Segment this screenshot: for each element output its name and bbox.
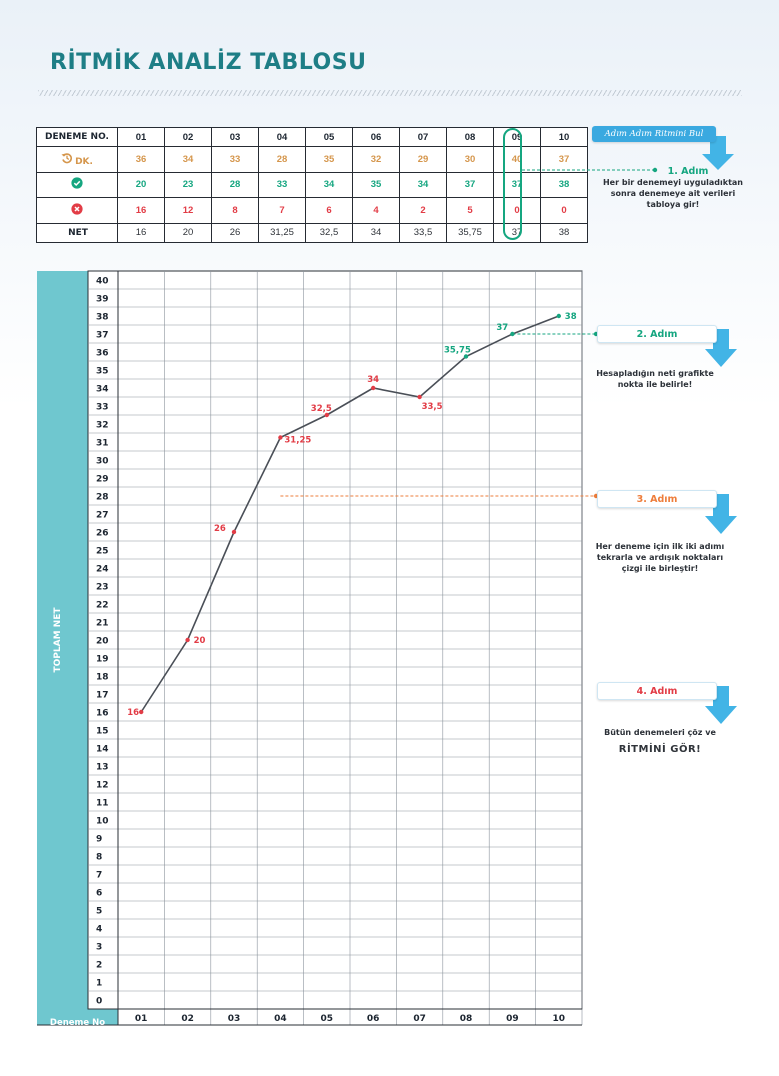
step1-text-1: Her bir denemeyi uyguladıktan <box>602 178 743 187</box>
data-point <box>185 638 189 642</box>
column-header-cell: 08 <box>447 128 494 147</box>
step4-block <box>596 727 724 755</box>
y-tick-label: 10 <box>96 816 109 827</box>
cell-dk: 28 <box>259 147 306 173</box>
x-tick-label: 01 <box>134 1014 148 1024</box>
x-tick-label: 05 <box>320 1014 334 1024</box>
step4-text-1: Bütün denemeleri çöz ve <box>604 728 716 737</box>
cell-dogru: 33 <box>259 172 306 198</box>
column-header-cell: 09 <box>494 128 541 147</box>
step3-block <box>590 541 730 574</box>
cell-yanlis: 8 <box>212 198 259 224</box>
cell-net: 37 <box>494 223 541 242</box>
cell-dk: 29 <box>400 147 447 173</box>
column-header-cell: 10 <box>541 128 588 147</box>
step4-emphasis: RİTMİNİ GÖR! <box>618 744 702 755</box>
x-tick-label: 10 <box>552 1014 566 1024</box>
y-axis-title: TOPLAM NET <box>53 607 63 673</box>
column-header-cell: 06 <box>353 128 400 147</box>
column-header-cell: 04 <box>259 128 306 147</box>
data-label: 31,25 <box>284 435 312 446</box>
cell-yanlis: 0 <box>494 198 541 224</box>
step1-title: 1. Adım <box>667 166 709 177</box>
x-tick-label: 07 <box>413 1014 426 1024</box>
x-axis-title: Deneme No <box>49 1017 106 1028</box>
cell-dogru: 37 <box>494 172 541 198</box>
y-tick-label: 18 <box>96 672 109 683</box>
step3-title: 3. Adım <box>597 490 717 508</box>
data-label: 35,75 <box>444 345 471 356</box>
cell-net: 26 <box>212 223 259 242</box>
step3-text-1: Her deneme için ilk iki adımı <box>595 542 725 551</box>
step2-banner <box>597 325 743 373</box>
x-tick-label: 02 <box>181 1014 194 1024</box>
y-tick-label: 3 <box>96 942 103 953</box>
column-header-cell: 03 <box>212 128 259 147</box>
y-tick-label: 9 <box>96 834 103 845</box>
cell-yanlis: 7 <box>259 198 306 224</box>
data-point <box>139 710 143 714</box>
data-label: 16 <box>127 708 140 718</box>
y-tick-label: 37 <box>96 330 109 341</box>
cell-net: 20 <box>165 223 212 242</box>
y-tick-label: 39 <box>96 294 109 305</box>
y-tick-label: 15 <box>96 726 109 737</box>
y-tick-label: 16 <box>96 708 109 719</box>
y-tick-label: 14 <box>96 744 109 755</box>
step3-text-3: çizgi ile birleştir! <box>621 564 699 573</box>
x-tick-label: 03 <box>227 1014 241 1024</box>
y-tick-label: 35 <box>96 366 109 377</box>
y-tick-label: 28 <box>96 492 109 503</box>
cell-dk: 37 <box>541 147 588 173</box>
y-tick-label: 36 <box>96 348 109 359</box>
y-tick-label: 8 <box>96 852 103 863</box>
y-tick-label: 1 <box>96 978 103 989</box>
data-point <box>417 395 421 399</box>
y-tick-label: 4 <box>96 924 103 935</box>
y-tick-label: 32 <box>96 420 109 431</box>
cell-yanlis: 4 <box>353 198 400 224</box>
cell-dk: 32 <box>353 147 400 173</box>
y-tick-label: 33 <box>96 402 109 413</box>
cell-dogru: 20 <box>118 172 165 198</box>
y-tick-label: 5 <box>96 906 103 917</box>
step1-text-3: tabloya gir! <box>646 200 700 209</box>
column-header-cell: 05 <box>306 128 353 147</box>
column-header-cell: 01 <box>118 128 165 147</box>
cell-dk: 30 <box>447 147 494 173</box>
cell-dk: 40 <box>494 147 541 173</box>
header-label-cell: DENEME NO. <box>37 128 118 147</box>
cell-yanlis: 6 <box>306 198 353 224</box>
column-header-cell: 02 <box>165 128 212 147</box>
data-point <box>232 530 236 534</box>
y-tick-label: 38 <box>96 312 109 323</box>
cell-yanlis: 2 <box>400 198 447 224</box>
steps-header-label: Adım Adım Ritmini Bul <box>592 126 716 142</box>
row-header-label: DK. <box>75 156 93 167</box>
cell-dogru: 34 <box>306 172 353 198</box>
y-tick-label: 22 <box>96 600 109 611</box>
cell-yanlis: 0 <box>541 198 588 224</box>
cell-net: 35,75 <box>447 223 494 242</box>
y-tick-label: 30 <box>96 456 109 467</box>
cell-net: 34 <box>353 223 400 242</box>
cell-dogru: 28 <box>212 172 259 198</box>
x-tick-label: 09 <box>506 1014 519 1024</box>
step3-banner <box>597 490 743 540</box>
page-title: RİTMİK ANALİZ TABLOSU <box>50 50 367 75</box>
cell-dk: 33 <box>212 147 259 173</box>
cell-dogru: 23 <box>165 172 212 198</box>
data-label: 26 <box>214 524 226 534</box>
y-tick-label: 26 <box>96 528 109 539</box>
data-point <box>278 435 282 439</box>
cell-net: 31,25 <box>259 223 306 242</box>
step1-text-2: sonra denemeye ait verileri <box>610 189 736 198</box>
cell-yanlis: 16 <box>118 198 165 224</box>
cell-dk: 35 <box>306 147 353 173</box>
cell-yanlis: 5 <box>447 198 494 224</box>
y-tick-label: 12 <box>96 780 109 791</box>
y-tick-label: 23 <box>96 582 109 593</box>
row-header-label: NET <box>68 227 88 238</box>
data-label: 34 <box>367 375 380 385</box>
data-point <box>557 314 561 318</box>
y-tick-label: 0 <box>96 996 103 1007</box>
y-tick-label: 7 <box>96 870 103 881</box>
cell-dogru: 37 <box>447 172 494 198</box>
data-label: 20 <box>193 636 206 646</box>
y-tick-label: 25 <box>96 546 109 557</box>
step3-text-2: tekrarla ve ardışık noktaları <box>596 553 724 562</box>
y-tick-label: 19 <box>96 654 109 665</box>
y-tick-label: 29 <box>96 474 109 485</box>
cell-yanlis: 12 <box>165 198 212 224</box>
data-label: 38 <box>564 312 577 322</box>
y-tick-label: 40 <box>96 276 109 287</box>
plot-area <box>88 271 582 1009</box>
step2-title: 2. Adım <box>597 325 717 343</box>
y-tick-label: 6 <box>96 888 103 899</box>
step2-text-2: nokta ile belirle! <box>617 380 693 389</box>
y-tick-label: 21 <box>96 618 109 629</box>
y-tick-label: 31 <box>96 438 109 449</box>
cell-dogru: 34 <box>400 172 447 198</box>
step2-block <box>590 368 720 390</box>
cell-net: 16 <box>118 223 165 242</box>
data-point <box>510 332 514 336</box>
y-tick-label: 34 <box>96 384 109 395</box>
cell-dogru: 35 <box>353 172 400 198</box>
step4-title: 4. Adım <box>597 682 717 700</box>
cell-net: 38 <box>541 223 588 242</box>
y-tick-label: 2 <box>96 960 103 971</box>
step2-text-1: Hesapladığın neti grafikte <box>596 369 714 378</box>
y-tick-label: 24 <box>96 564 109 575</box>
step1-block <box>598 166 748 210</box>
y-tick-label: 20 <box>96 636 109 647</box>
x-tick-label: 04 <box>274 1014 287 1024</box>
y-tick-label: 11 <box>96 798 109 809</box>
cell-dk: 34 <box>165 147 212 173</box>
x-tick-label: 06 <box>366 1014 380 1024</box>
data-label: 32,5 <box>310 404 332 414</box>
column-header-cell: 07 <box>400 128 447 147</box>
data-label: 37 <box>496 323 509 333</box>
data-label: 33,5 <box>421 402 443 412</box>
y-tick-label: 27 <box>96 510 109 521</box>
x-tick-label: 08 <box>459 1014 473 1024</box>
y-tick-label: 17 <box>96 690 109 701</box>
data-point <box>371 386 375 390</box>
cell-dk: 36 <box>118 147 165 173</box>
step4-banner <box>597 682 743 730</box>
y-tick-label: 13 <box>96 762 109 773</box>
cell-net: 32,5 <box>306 223 353 242</box>
cell-dogru: 38 <box>541 172 588 198</box>
cell-net: 33,5 <box>400 223 447 242</box>
